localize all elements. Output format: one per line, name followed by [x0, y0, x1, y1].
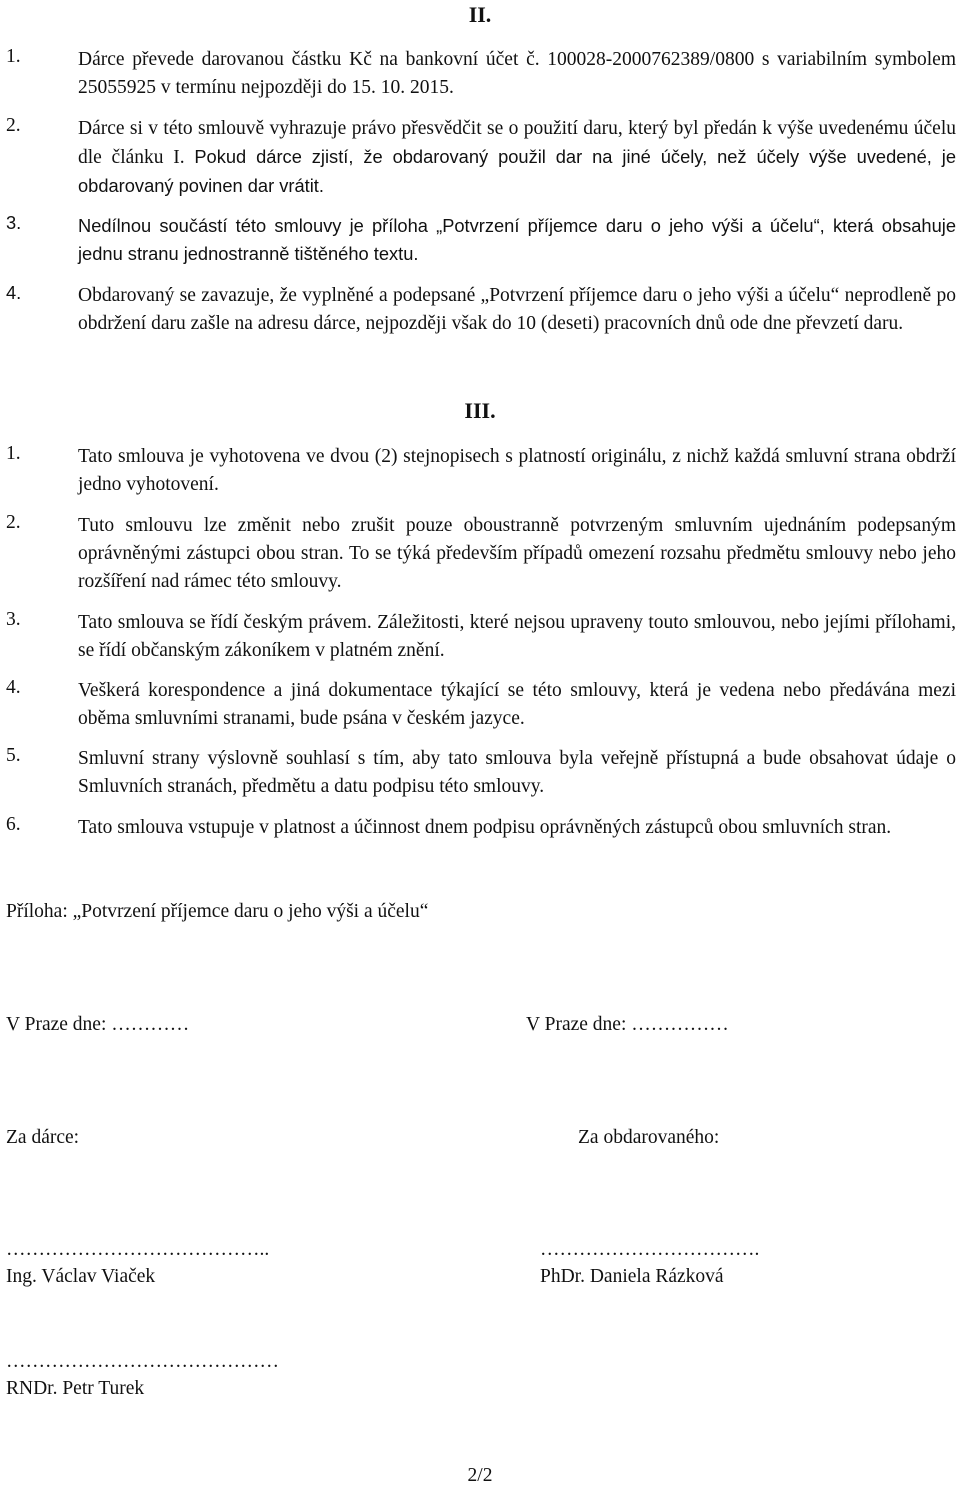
item-text-part-b: Pokud dárce zjistí, že obdarovaný použil dar na jiné účely, než účely výše uvedené, je obdarovaný povinen dar vrátit.: [78, 146, 957, 196]
section-heading-ii: II.: [468, 2, 492, 27]
third-signature-line: ……………………………………: [6, 1351, 279, 1372]
item-number: 1.: [6, 46, 21, 67]
item-number: 2.: [6, 115, 21, 136]
item-number: 2.: [6, 512, 21, 533]
donor-signature-line: …………………………………..: [6, 1239, 270, 1260]
recipient-name: PhDr. Daniela Rázková: [540, 1266, 724, 1287]
item-text: Obdarovaný se zavazuje, že vyplněné a podepsané „Potvrzení příjemce daru o jeho výši a účelu“ neprodleně po obdržení daru zašle na adresu dárce, nejpozději však do 10 (deseti) pracovních dnů ode dne převzetí daru.: [78, 285, 956, 334]
item-number: 4.: [6, 677, 21, 698]
item-text: Dárce převede darovanou částku Kč na bankovní účet č. 100028-2000762389/0800 s variabilním symbolem 25055925 v termínu nejpozději do 15. 10. 2015.: [78, 49, 956, 98]
place-date-right: V Praze dne: ……………: [526, 1014, 729, 1035]
item-text: [78, 115, 956, 201]
item-text: Veškerá korespondence a jiná dokumentace týkající se této smlouvy, která je vedena nebo předávána mezi oběma smluvními stranami, bude psána v českém jazyce.: [78, 680, 956, 729]
donor-label: Za dárce:: [6, 1127, 80, 1148]
item-number: 3.: [6, 609, 21, 630]
third-name: RNDr. Petr Turek: [6, 1378, 145, 1399]
item-number: 6.: [6, 814, 21, 835]
item-text-part-a: Dárce si v této smlouvě vyhrazuje právo přesvědčit se o použití daru, který byl předán k výše uvedenému účelu dle článku I.: [78, 118, 956, 168]
item-text: Tato smlouva vstupuje v platnost a účinnost dnem podpisu oprávněných zástupců obou smluvních stran.: [78, 817, 892, 838]
place-date-left: V Praze dne: …………: [6, 1014, 190, 1035]
item-text: Smluvní strany výslovně souhlasí s tím, aby tato smlouva byla veřejně přístupná a bude obsahovat údaje o Smluvních stranách, předmětu a datu podpisu této smlouvy.: [78, 748, 956, 797]
item-text: Tuto smlouvu lze změnit nebo zrušit pouze oboustranně potvrzeným smluvním ujednáním podepsaným oprávněnými zástupci obou stran. To se týká především případů omezení rozsahu předmětu smlouvy nebo jeho rozšíření nad rámec této smlouvy.: [78, 515, 956, 592]
item-number: 5.: [6, 745, 21, 766]
item-number: 4.: [6, 282, 22, 303]
item-number: 3.: [6, 212, 22, 233]
recipient-label: Za obdarovaného:: [578, 1127, 720, 1148]
attachment-note: Příloha: „Potvrzení příjemce daru o jeho výši a účelu“: [6, 901, 429, 922]
page-number: 2/2: [467, 1465, 493, 1486]
item-text: Tato smlouva se řídí českým právem. Záležitosti, které nejsou upraveny touto smlouvou, nebo jejími přílohami, se řídí občanským zákoníkem v platném znění.: [78, 612, 956, 661]
item-text: Tato smlouva je vyhotovena ve dvou (2) stejnopisech s platností originálu, z nichž každá smluvní strana obdrží jedno vyhotovení.: [78, 446, 956, 495]
recipient-signature-line: …………………………….: [540, 1239, 760, 1260]
item-text: Nedílnou součástí této smlouvy je příloha „Potvrzení příjemce daru o jeho výši a účelu“, která obsahuje jednu stranu jednostranně tištěného textu.: [78, 215, 956, 264]
section-heading-iii: III.: [464, 398, 496, 423]
item-number: 1.: [6, 443, 21, 464]
donor-name: Ing. Václav Viaček: [6, 1266, 156, 1287]
